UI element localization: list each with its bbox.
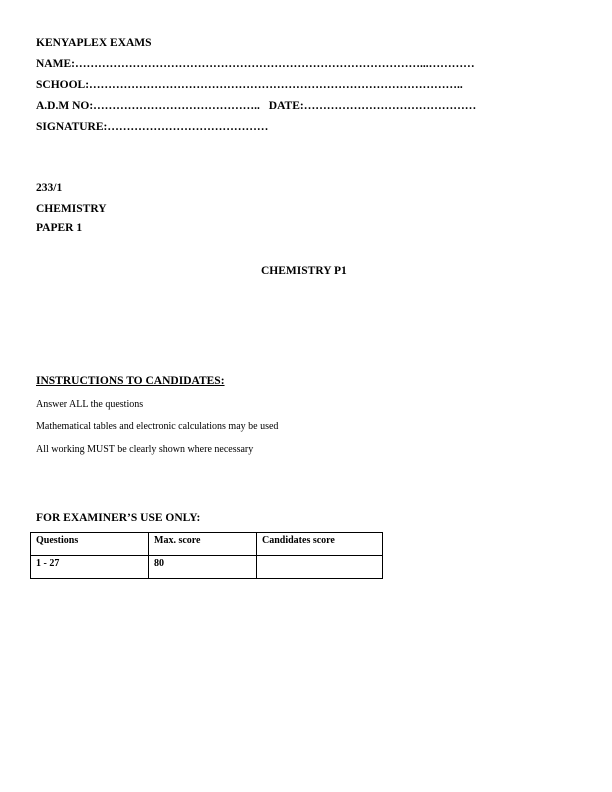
instruction-item: Mathematical tables and electronic calculations may be used (36, 421, 279, 432)
table-header-row (31, 533, 383, 556)
column-header-questions: Questions (31, 533, 149, 556)
paper-number: PAPER 1 (36, 222, 83, 234)
cell-questions: 1 - 27 (31, 556, 149, 579)
instruction-item: Answer ALL the questions (36, 399, 144, 410)
adm-number-field[interactable]: A.D.M NO:…………………………………….. (36, 100, 260, 112)
cell-candidates-score[interactable] (257, 556, 383, 579)
school-field[interactable]: SCHOOL:…………………………………………………………………………………….. (36, 79, 463, 91)
organization-name: KENYAPLEX EXAMS (36, 37, 152, 49)
column-header-candidates-score: Candidates score (257, 533, 383, 556)
table-row (31, 556, 383, 579)
examiner-heading: FOR EXAMINER’S USE ONLY: (36, 512, 201, 524)
cell-max-score: 80 (149, 556, 257, 579)
column-header-max-score: Max. score (149, 533, 257, 556)
subject-name: CHEMISTRY (36, 203, 107, 215)
paper-code: 233/1 (36, 182, 63, 194)
examiner-score-table (30, 532, 383, 579)
paper-title: CHEMISTRY P1 (261, 265, 347, 277)
date-field[interactable]: DATE:……………………………………… (268, 100, 477, 112)
adm-date-row (36, 100, 476, 112)
name-field[interactable]: NAME:………………………………………………………………………………...………… (36, 58, 475, 70)
instruction-item: All working MUST be clearly shown where necessary (36, 444, 254, 455)
signature-field[interactable]: SIGNATURE:…………………………………… (36, 121, 269, 133)
instructions-heading: INSTRUCTIONS TO CANDIDATES: (36, 375, 225, 387)
